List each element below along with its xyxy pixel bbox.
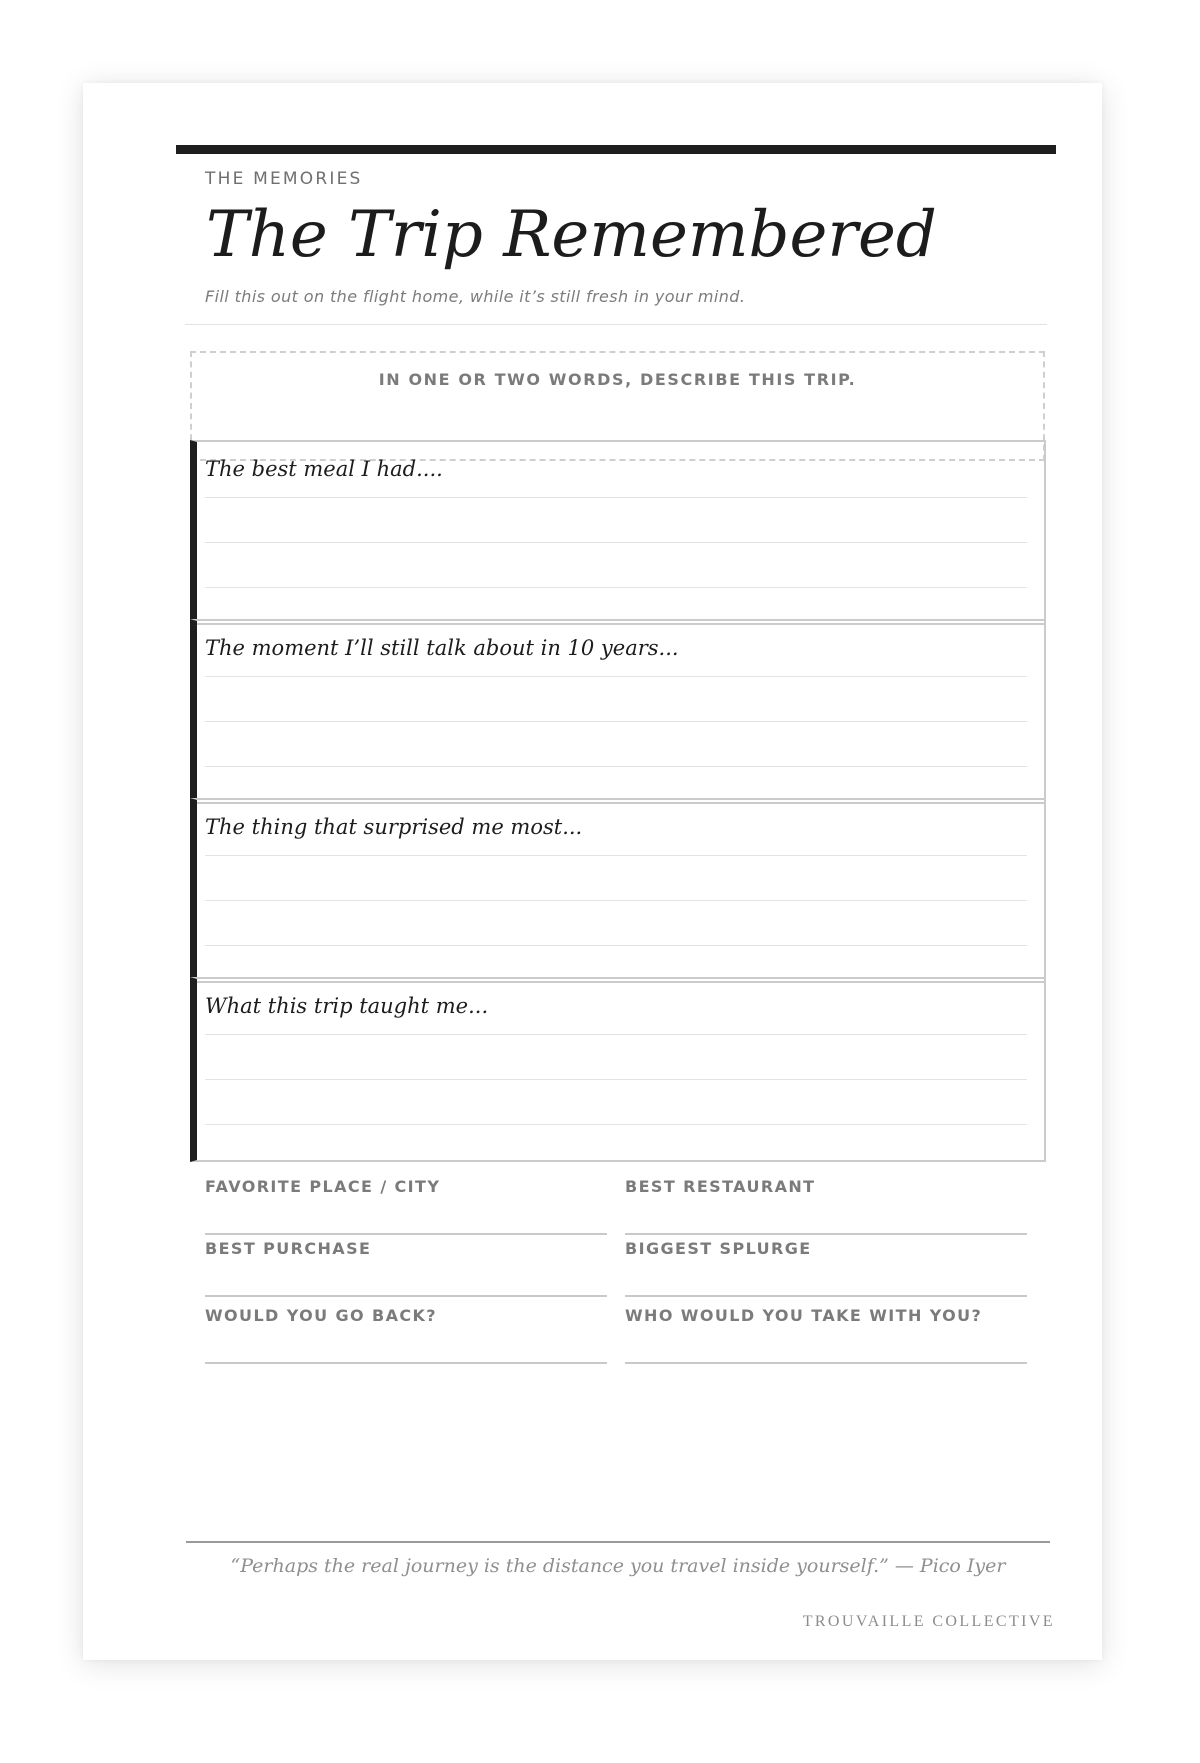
field-best-purchase[interactable] xyxy=(205,1235,607,1297)
field-line xyxy=(625,1295,1027,1297)
field-favorite-place[interactable] xyxy=(205,1173,607,1235)
write-line[interactable] xyxy=(205,676,1027,677)
footer-divider xyxy=(186,1541,1050,1543)
field-line xyxy=(205,1362,607,1364)
write-line[interactable] xyxy=(205,766,1027,767)
write-line[interactable] xyxy=(205,1034,1027,1035)
prompt-label: The thing that surprised me most... xyxy=(205,815,583,839)
prompt-box-best-meal xyxy=(190,440,1046,625)
top-rule xyxy=(176,145,1056,154)
field-travel-companion[interactable] xyxy=(625,1302,1027,1364)
prompt-box-lesson xyxy=(190,977,1046,1162)
field-line xyxy=(205,1295,607,1297)
prompt-label: What this trip taught me... xyxy=(205,994,489,1018)
field-best-restaurant[interactable] xyxy=(625,1173,1027,1235)
prompt-box-memorable-moment xyxy=(190,619,1046,804)
field-label: FAVORITE PLACE / CITY xyxy=(205,1177,441,1196)
field-label: BIGGEST SPLURGE xyxy=(625,1239,812,1258)
field-label: WHO WOULD YOU TAKE WITH YOU? xyxy=(625,1306,983,1325)
write-line[interactable] xyxy=(205,1124,1027,1125)
write-line[interactable] xyxy=(205,900,1027,901)
page-subtitle: Fill this out on the flight home, while it’s still fresh in your mind. xyxy=(205,287,746,306)
page-title: The Trip Remembered xyxy=(206,198,937,272)
section-eyebrow: THE MEMORIES xyxy=(205,169,363,189)
write-line[interactable] xyxy=(205,542,1027,543)
write-line[interactable] xyxy=(205,1079,1027,1080)
journal-page xyxy=(83,83,1102,1660)
write-line[interactable] xyxy=(205,855,1027,856)
field-biggest-splurge[interactable] xyxy=(625,1235,1027,1297)
prompt-box-surprise xyxy=(190,798,1046,983)
footer-quote: “Perhaps the real journey is the distance you travel inside yourself.” — Pico Iyer xyxy=(230,1555,1006,1577)
brand-name: TROUVAILLE COLLECTIVE xyxy=(802,1613,1055,1630)
header-divider xyxy=(185,324,1047,325)
write-line[interactable] xyxy=(205,497,1027,498)
write-line[interactable] xyxy=(205,721,1027,722)
field-label: BEST PURCHASE xyxy=(205,1239,372,1258)
field-line xyxy=(625,1362,1027,1364)
field-label: BEST RESTAURANT xyxy=(625,1177,816,1196)
one-word-label: IN ONE OR TWO WORDS, DESCRIBE THIS TRIP. xyxy=(378,370,857,389)
write-line[interactable] xyxy=(205,945,1027,946)
prompt-label: The moment I’ll still talk about in 10 years... xyxy=(205,636,679,660)
prompt-label: The best meal I had.... xyxy=(205,457,443,481)
field-would-you-go-back[interactable] xyxy=(205,1302,607,1364)
field-label: WOULD YOU GO BACK? xyxy=(205,1306,437,1325)
write-line[interactable] xyxy=(205,587,1027,588)
